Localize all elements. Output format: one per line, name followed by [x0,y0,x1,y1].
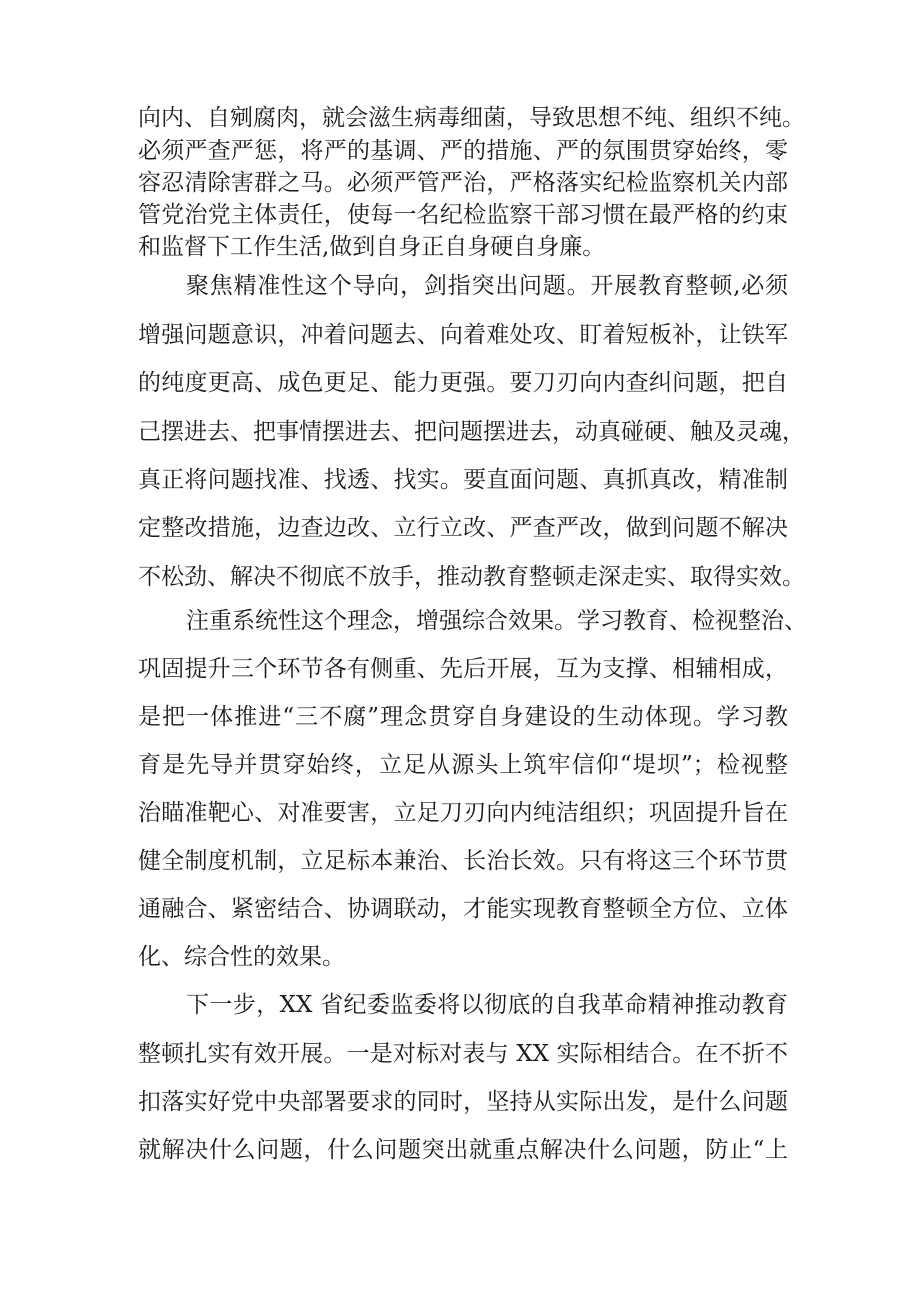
paragraph-line: 健全制度机制，立足标本兼治、长治长效。只有将这三个环节贯 [138,848,788,874]
paragraph-line: 治瞄准靶心、对准要害，立足刀刃向内纯洁组织；巩固提升旨在 [138,800,788,826]
paragraph-line: 管党治党主体责任，使每一名纪检监察干部习惯在最严格的约束 [138,202,788,228]
paragraph-line: 定整改措施，边查边改、立行立改、严查严改，做到问题不解决 [138,515,788,541]
paragraph-line: 的纯度更高、成色更足、能力更强。要刀刃向内查纠问题，把自 [138,370,788,396]
paragraph-line: 通融合、紧密结合、协调联动，才能实现教育整顿全方位、立体 [138,896,788,922]
paragraph-line: 就解决什么问题，什么问题突出就重点解决什么问题，防止“上 [138,1137,788,1163]
paragraph-line: 和监督下工作生活,做到自身正自身硬自身廉。 [138,234,606,260]
paragraph-line: 真正将问题找准、找透、找实。要直面问题、真抓真改，精准制 [138,467,788,493]
paragraph-line: 化、综合性的效果。 [138,944,345,970]
paragraph-line: 聚焦精准性这个导向，剑指突出问题。开展教育整顿,必须 [186,273,788,299]
paragraph-line: 向内、自剜腐肉，就会滋生病毒细菌，导致思想不纯、组织不纯。 [138,105,805,131]
paragraph-line: 必须严查严惩，将严的基调、严的措施、严的氛围贯穿始终，零 [138,138,788,164]
paragraph-line: 整顿扎实有效开展。一是对标对表与 XX 实际相结合。在不折不 [138,1041,788,1067]
paragraph-line: 己摆进去、把事情摆进去、把问题摆进去，动真碰硬、触及灵魂， [138,419,805,445]
paragraph-line: 下一步，XX 省纪委监委将以彻底的自我革命精神推动教育 [186,992,788,1018]
paragraph-line: 是把一体推进“三不腐”理念贯穿自身建设的生动体现。学习教 [138,704,788,730]
paragraph-line: 不松劲、解决不彻底不放手，推动教育整顿走深走实、取得实效。 [138,564,805,590]
paragraph-line: 注重系统性这个理念，增强综合效果。学习教育、检视整治、 [186,608,807,634]
paragraph-line: 增强问题意识，冲着问题去、向着难处攻、盯着短板补，让铁军 [138,322,788,348]
paragraph-line: 容忍清除害群之马。必须严管严治，严格落实纪检监察机关内部 [138,170,788,196]
paragraph-line: 育是先导并贯穿始终，立足从源头上筑牢信仰“堤坝”；检视整 [138,752,788,778]
paragraph-line: 扣落实好党中央部署要求的同时，坚持从实际出发，是什么问题 [138,1089,788,1115]
paragraph-line: 巩固提升三个环节各有侧重、先后开展，互为支撑、相辅相成， [138,656,788,682]
